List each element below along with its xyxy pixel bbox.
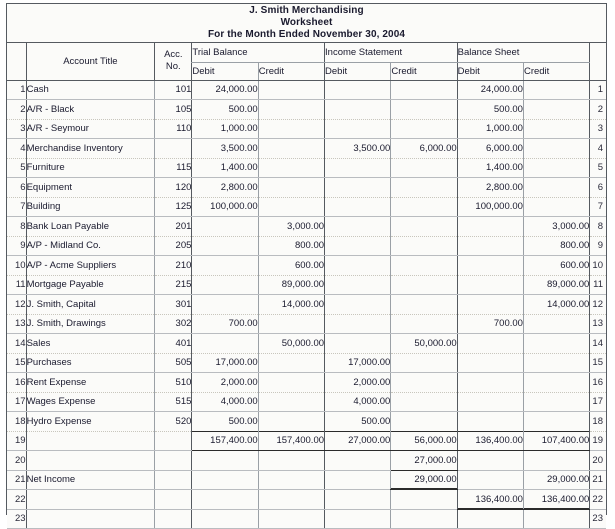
row-number-right: 9 — [590, 236, 606, 256]
row-number-right: 23 — [590, 509, 606, 529]
amount-cell-is_cr[interactable] — [391, 373, 457, 393]
amount-cell-is_dr[interactable] — [325, 217, 391, 237]
amount-cell-is_dr[interactable] — [325, 197, 391, 217]
amount-cell-is_cr[interactable] — [391, 158, 457, 178]
amount-cell-bs_cr[interactable] — [523, 80, 589, 100]
amount-cell-bs_dr[interactable]: 700.00 — [457, 314, 523, 334]
amount-cell-tb_cr[interactable]: 14,000.00 — [258, 295, 324, 315]
amount-cell-tb_dr[interactable]: 4,000.00 — [192, 392, 258, 412]
account-number-cell[interactable]: 201 — [155, 217, 192, 237]
account-title-cell[interactable]: A/P - Acme Suppliers — [26, 256, 155, 276]
amount-cell-bs_cr[interactable]: 136,400.00 — [523, 490, 589, 510]
amount-cell-bs_cr[interactable]: 14,000.00 — [523, 295, 589, 315]
amount-cell-is_cr[interactable] — [391, 295, 457, 315]
row-number-left: 6 — [7, 178, 26, 198]
amount-cell-is_dr[interactable]: 27,000.00 — [325, 431, 391, 451]
amount-cell-bs_dr[interactable] — [457, 470, 523, 490]
row-number-right: 17 — [590, 392, 606, 412]
amount-cell-bs_cr[interactable]: 800.00 — [523, 236, 589, 256]
amount-cell-bs_cr[interactable] — [523, 139, 589, 159]
amount-cell-tb_cr[interactable] — [258, 490, 324, 510]
header-sub-is_cr: Credit — [391, 62, 457, 80]
row-number-right: 12 — [590, 295, 606, 315]
amount-cell-tb_dr[interactable]: 17,000.00 — [192, 353, 258, 373]
amount-cell-bs_dr[interactable]: 6,000.00 — [457, 139, 523, 159]
row-number-left: 18 — [7, 412, 26, 432]
amount-cell-tb_cr[interactable] — [258, 100, 324, 120]
title-line-company: J. Smith Merchandising — [249, 4, 364, 16]
account-title-cell[interactable]: Net Income — [26, 470, 155, 490]
row-number-right: 11 — [590, 275, 606, 295]
table-row — [7, 236, 606, 256]
amount-cell-is_cr[interactable]: 50,000.00 — [391, 334, 457, 354]
amount-cell-bs_dr[interactable]: 1,000.00 — [457, 119, 523, 139]
header-group-2: Income Statement — [325, 42, 458, 62]
amount-cell-is_dr[interactable]: 500.00 — [325, 412, 391, 432]
amount-cell-tb_dr[interactable] — [192, 451, 258, 471]
table-row — [7, 392, 606, 412]
amount-cell-is_dr[interactable]: 3,500.00 — [325, 139, 391, 159]
header-sub-bs_dr: Debit — [457, 62, 523, 80]
table-row — [7, 451, 606, 471]
amount-cell-bs_cr[interactable]: 107,400.00 — [523, 431, 589, 451]
amount-cell-is_cr[interactable] — [391, 412, 457, 432]
row-number-left: 8 — [7, 217, 26, 237]
table-row — [7, 119, 606, 139]
header-acc-no-line1: Acc. — [164, 49, 183, 60]
account-number-cell[interactable]: 520 — [155, 412, 192, 432]
amount-cell-tb_cr[interactable] — [258, 158, 324, 178]
amount-cell-is_dr[interactable] — [325, 100, 391, 120]
amount-cell-bs_cr[interactable] — [523, 197, 589, 217]
account-title-cell[interactable]: Rent Expense — [26, 373, 155, 393]
row-number-right: 8 — [590, 217, 606, 237]
table-row — [7, 217, 606, 237]
account-number-cell[interactable]: 110 — [155, 119, 192, 139]
amount-cell-bs_dr[interactable]: 500.00 — [457, 100, 523, 120]
amount-cell-tb_cr[interactable]: 50,000.00 — [258, 334, 324, 354]
header-group-1: Trial Balance — [192, 42, 325, 62]
table-row — [7, 197, 606, 217]
amount-cell-is_cr[interactable] — [391, 392, 457, 412]
amount-cell-is_dr[interactable] — [325, 158, 391, 178]
row-number-right: 4 — [590, 139, 606, 159]
amount-cell-tb_dr[interactable]: 3,500.00 — [192, 139, 258, 159]
amount-cell-bs_cr[interactable] — [523, 353, 589, 373]
amount-cell-is_cr[interactable] — [391, 119, 457, 139]
amount-cell-bs_dr[interactable] — [457, 217, 523, 237]
header-sub-tb_cr: Credit — [258, 62, 324, 80]
account-number-cell[interactable]: 505 — [155, 353, 192, 373]
amount-cell-is_cr[interactable] — [391, 236, 457, 256]
amount-cell-tb_cr[interactable] — [258, 314, 324, 334]
amount-cell-tb_dr[interactable] — [192, 295, 258, 315]
amount-cell-tb_dr[interactable]: 1,400.00 — [192, 158, 258, 178]
row-number-left: 13 — [7, 314, 26, 334]
row-number-left: 21 — [7, 470, 26, 490]
amount-cell-is_dr[interactable]: 4,000.00 — [325, 392, 391, 412]
account-number-cell[interactable] — [155, 451, 192, 471]
amount-cell-tb_cr[interactable] — [258, 353, 324, 373]
header-sub-is_dr: Debit — [325, 62, 391, 80]
amount-cell-is_dr[interactable] — [325, 80, 391, 100]
amount-cell-is_cr[interactable] — [391, 100, 457, 120]
account-title-cell[interactable]: Sales — [26, 334, 155, 354]
account-number-cell[interactable] — [155, 139, 192, 159]
amount-cell-is_dr[interactable] — [325, 314, 391, 334]
amount-cell-is_dr[interactable] — [325, 256, 391, 276]
account-title-cell[interactable]: A/R - Seymour — [26, 119, 155, 139]
amount-cell-tb_cr[interactable] — [258, 392, 324, 412]
amount-cell-bs_dr[interactable] — [457, 295, 523, 315]
row-number-right: 22 — [590, 490, 606, 510]
row-number-right: 7 — [590, 197, 606, 217]
amount-cell-bs_dr[interactable] — [457, 256, 523, 276]
row-number-left: 23 — [7, 509, 26, 529]
row-number-right: 20 — [590, 451, 606, 471]
amount-cell-is_dr[interactable] — [325, 451, 391, 471]
amount-cell-is_dr[interactable] — [325, 275, 391, 295]
row-number-left: 17 — [7, 392, 26, 412]
header-account-title: Account Title — [26, 42, 155, 80]
amount-cell-tb_dr[interactable] — [192, 334, 258, 354]
row-number-left: 9 — [7, 236, 26, 256]
amount-cell-is_dr[interactable] — [325, 470, 391, 490]
amount-cell-tb_cr[interactable] — [258, 178, 324, 198]
account-number-cell[interactable]: 115 — [155, 158, 192, 178]
row-number-right: 2 — [590, 100, 606, 120]
amount-cell-bs_cr[interactable]: 29,000.00 — [523, 470, 589, 490]
account-number-cell[interactable]: 120 — [155, 178, 192, 198]
amount-cell-tb_cr[interactable]: 600.00 — [258, 256, 324, 276]
row-number-left: 10 — [7, 256, 26, 276]
worksheet-frame — [6, 3, 607, 525]
amount-cell-is_cr[interactable] — [391, 275, 457, 295]
row-number-right: 19 — [590, 431, 606, 451]
amount-cell-is_dr[interactable]: 17,000.00 — [325, 353, 391, 373]
amount-cell-bs_dr[interactable] — [457, 353, 523, 373]
amount-cell-tb_cr[interactable] — [258, 197, 324, 217]
amount-cell-bs_dr[interactable] — [457, 275, 523, 295]
account-number-cell[interactable]: 510 — [155, 373, 192, 393]
amount-cell-tb_cr[interactable] — [258, 373, 324, 393]
row-number-right: 18 — [590, 412, 606, 432]
amount-cell-is_cr[interactable] — [391, 490, 457, 510]
header-acc-no-line2: No. — [165, 61, 181, 72]
account-number-cell[interactable]: 401 — [155, 334, 192, 354]
row-number-left: 14 — [7, 334, 26, 354]
amount-cell-is_cr[interactable]: 27,000.00 — [391, 451, 457, 471]
table-row — [7, 334, 606, 354]
row-number-left: 5 — [7, 158, 26, 178]
row-number-left: 7 — [7, 197, 26, 217]
amount-cell-tb_cr[interactable] — [258, 451, 324, 471]
amount-cell-is_cr[interactable]: 56,000.00 — [391, 431, 457, 451]
row-number-right: 6 — [590, 178, 606, 198]
amount-cell-bs_cr[interactable] — [523, 412, 589, 432]
amount-cell-is_cr[interactable] — [391, 80, 457, 100]
amount-cell-tb_dr[interactable] — [192, 236, 258, 256]
account-title-cell[interactable]: Bank Loan Payable — [26, 217, 155, 237]
amount-cell-tb_cr[interactable]: 800.00 — [258, 236, 324, 256]
amount-cell-bs_cr[interactable] — [523, 158, 589, 178]
account-title-cell[interactable]: Wages Expense — [26, 392, 155, 412]
amount-cell-is_cr[interactable]: 6,000.00 — [391, 139, 457, 159]
amount-cell-tb_cr[interactable]: 157,400.00 — [258, 431, 324, 451]
account-title-cell[interactable]: Merchandise Inventory — [26, 139, 155, 159]
amount-cell-is_cr[interactable] — [391, 314, 457, 334]
amount-cell-bs_cr[interactable] — [523, 119, 589, 139]
table-row — [7, 178, 606, 198]
amount-cell-bs_cr[interactable] — [523, 178, 589, 198]
table-row — [7, 275, 606, 295]
header-group-3: Balance Sheet — [457, 42, 590, 62]
amount-cell-bs_cr[interactable]: 600.00 — [523, 256, 589, 276]
account-title-cell[interactable]: Purchases — [26, 353, 155, 373]
account-number-cell[interactable]: 301 — [155, 295, 192, 315]
row-number-left: 19 — [7, 431, 26, 451]
amount-cell-tb_dr[interactable]: 700.00 — [192, 314, 258, 334]
row-number-right: 10 — [590, 256, 606, 276]
amount-cell-tb_cr[interactable] — [258, 119, 324, 139]
amount-cell-tb_dr[interactable]: 157,400.00 — [192, 431, 258, 451]
amount-cell-bs_cr[interactable]: 89,000.00 — [523, 275, 589, 295]
amount-cell-bs_dr[interactable] — [457, 412, 523, 432]
row-number-right: 5 — [590, 158, 606, 178]
row-number-left: 12 — [7, 295, 26, 315]
amount-cell-bs_cr[interactable]: 3,000.00 — [523, 217, 589, 237]
amount-cell-tb_cr[interactable]: 3,000.00 — [258, 217, 324, 237]
row-number-right: 21 — [590, 470, 606, 490]
amount-cell-tb_cr[interactable] — [258, 80, 324, 100]
row-number-left: 2 — [7, 100, 26, 120]
table-row — [7, 470, 606, 490]
row-number-left: 22 — [7, 490, 26, 510]
amount-cell-tb_dr[interactable] — [192, 490, 258, 510]
account-number-cell[interactable]: 210 — [155, 256, 192, 276]
header-acc-no — [155, 42, 192, 80]
amount-cell-bs_cr[interactable] — [523, 451, 589, 471]
amount-cell-tb_dr[interactable]: 100,000.00 — [192, 197, 258, 217]
table-row — [7, 431, 606, 451]
amount-cell-is_dr[interactable] — [325, 334, 391, 354]
header-group-row — [7, 42, 606, 62]
account-number-cell[interactable] — [155, 490, 192, 510]
amount-cell-tb_dr[interactable] — [192, 470, 258, 490]
table-row — [7, 490, 606, 510]
account-title-cell[interactable] — [26, 431, 155, 451]
account-number-cell[interactable]: 101 — [155, 80, 192, 100]
amount-cell-bs_dr[interactable]: 1,400.00 — [457, 158, 523, 178]
row-number-left: 15 — [7, 353, 26, 373]
account-title-cell[interactable]: Building — [26, 197, 155, 217]
account-number-cell[interactable]: 205 — [155, 236, 192, 256]
account-number-cell[interactable]: 105 — [155, 100, 192, 120]
header-sub-bs_cr: Credit — [523, 62, 589, 80]
amount-cell-tb_dr[interactable]: 500.00 — [192, 412, 258, 432]
amount-cell-is_dr[interactable] — [325, 178, 391, 198]
account-title-cell[interactable] — [26, 490, 155, 510]
amount-cell-is_cr[interactable] — [391, 256, 457, 276]
row-number-left: 20 — [7, 451, 26, 471]
amount-cell-is_dr[interactable] — [325, 295, 391, 315]
header-rownum-right-spacer — [590, 42, 606, 80]
amount-cell-bs_dr[interactable]: 100,000.00 — [457, 197, 523, 217]
table-row — [7, 80, 606, 100]
account-number-cell[interactable]: 515 — [155, 392, 192, 412]
amount-cell-tb_dr[interactable]: 24,000.00 — [192, 80, 258, 100]
amount-cell-tb_cr[interactable]: 89,000.00 — [258, 275, 324, 295]
worksheet-table — [7, 4, 606, 529]
amount-cell-tb_dr[interactable] — [192, 256, 258, 276]
account-title-cell[interactable]: A/P - Midland Co. — [26, 236, 155, 256]
account-number-cell[interactable]: 125 — [155, 197, 192, 217]
amount-cell-is_dr[interactable]: 2,000.00 — [325, 373, 391, 393]
row-number-right: 3 — [590, 119, 606, 139]
account-number-cell[interactable]: 302 — [155, 314, 192, 334]
amount-cell-tb_dr[interactable] — [192, 275, 258, 295]
row-number-right: 13 — [590, 314, 606, 334]
amount-cell-bs_dr[interactable]: 136,400.00 — [457, 431, 523, 451]
amount-cell-is_cr[interactable] — [391, 217, 457, 237]
amount-cell-is_cr[interactable] — [391, 353, 457, 373]
account-title-cell[interactable]: A/R - Black — [26, 100, 155, 120]
amount-cell-bs_cr[interactable] — [523, 334, 589, 354]
account-number-cell[interactable]: 215 — [155, 275, 192, 295]
amount-cell-is_cr[interactable] — [391, 197, 457, 217]
account-title-cell[interactable]: Cash — [26, 80, 155, 100]
amount-cell-bs_dr[interactable] — [457, 334, 523, 354]
amount-cell-tb_cr[interactable] — [258, 470, 324, 490]
title-line-document: Worksheet — [280, 16, 333, 28]
amount-cell-bs_dr[interactable]: 136,400.00 — [457, 490, 523, 510]
amount-cell-bs_dr[interactable]: 2,800.00 — [457, 178, 523, 198]
account-title-cell[interactable]: Furniture — [26, 158, 155, 178]
table-row — [7, 353, 606, 373]
account-number-cell[interactable] — [155, 470, 192, 490]
table-row — [7, 412, 606, 432]
account-title-cell[interactable] — [26, 451, 155, 471]
amount-cell-bs_dr[interactable]: 24,000.00 — [457, 80, 523, 100]
amount-cell-is_dr[interactable] — [325, 490, 391, 510]
amount-cell-tb_dr[interactable] — [192, 217, 258, 237]
amount-cell-tb_dr[interactable]: 500.00 — [192, 100, 258, 120]
amount-cell-bs_dr[interactable] — [457, 392, 523, 412]
amount-cell-bs_cr[interactable] — [523, 100, 589, 120]
table-row — [7, 314, 606, 334]
amount-cell-is_dr[interactable] — [325, 119, 391, 139]
account-title-cell[interactable]: Mortgage Payable — [26, 275, 155, 295]
table-row — [7, 295, 606, 315]
account-title-cell[interactable]: Hydro Expense — [26, 412, 155, 432]
row-number-left: 16 — [7, 373, 26, 393]
account-title-cell[interactable]: J. Smith, Capital — [26, 295, 155, 315]
row-number-left: 3 — [7, 119, 26, 139]
table-row — [7, 100, 606, 120]
worksheet-title-block — [7, 4, 606, 42]
amount-cell-bs_cr[interactable] — [523, 392, 589, 412]
title-line-period: For the Month Ended November 30, 2004 — [207, 28, 406, 40]
row-number-right: 15 — [590, 353, 606, 373]
amount-cell-bs_cr[interactable] — [523, 314, 589, 334]
table-row — [7, 256, 606, 276]
row-number-right: 14 — [590, 334, 606, 354]
amount-cell-tb_dr[interactable]: 2,800.00 — [192, 178, 258, 198]
row-number-left: 4 — [7, 139, 26, 159]
row-number-right: 1 — [590, 80, 606, 100]
amount-cell-tb_dr[interactable]: 1,000.00 — [192, 119, 258, 139]
amount-cell-bs_dr[interactable] — [457, 451, 523, 471]
amount-cell-bs_cr[interactable] — [523, 373, 589, 393]
amount-cell-tb_cr[interactable] — [258, 412, 324, 432]
header-rownum-left-spacer — [7, 42, 26, 80]
amount-cell-tb_dr[interactable]: 2,000.00 — [192, 373, 258, 393]
amount-cell-is_dr[interactable] — [325, 236, 391, 256]
amount-cell-is_cr[interactable] — [391, 178, 457, 198]
account-title-cell[interactable]: Equipment — [26, 178, 155, 198]
header-sub-tb_dr: Debit — [192, 62, 258, 80]
amount-cell-is_cr[interactable]: 29,000.00 — [391, 470, 457, 490]
amount-cell-tb_cr[interactable] — [258, 139, 324, 159]
row-number-left: 11 — [7, 275, 26, 295]
table-row — [7, 139, 606, 159]
row-number-right: 16 — [590, 373, 606, 393]
row-number-left: 1 — [7, 80, 26, 100]
amount-cell-bs_dr[interactable] — [457, 236, 523, 256]
amount-cell-bs_dr[interactable] — [457, 373, 523, 393]
table-row — [7, 158, 606, 178]
account-title-cell[interactable]: J. Smith, Drawings — [26, 314, 155, 334]
account-number-cell[interactable] — [155, 431, 192, 451]
table-row — [7, 373, 606, 393]
